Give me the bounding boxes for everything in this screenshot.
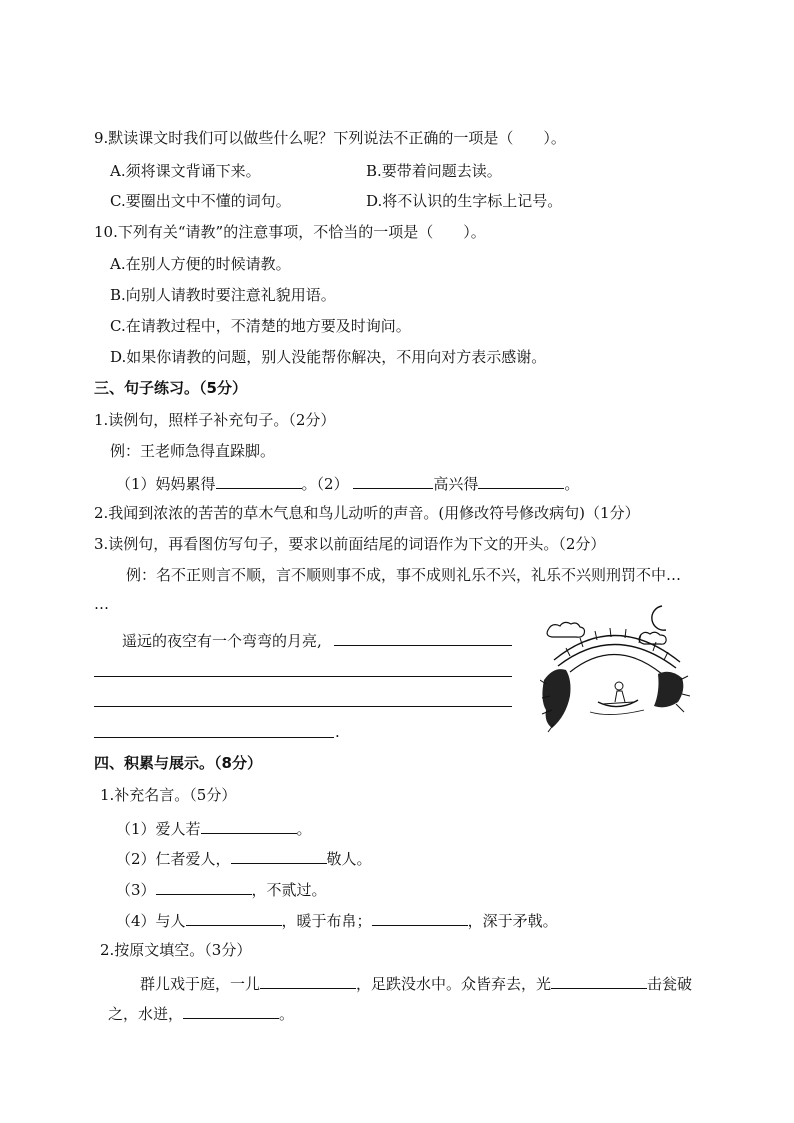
s4-q1-item4-blank-b[interactable] xyxy=(372,909,468,926)
s4-q2-blank-1[interactable] xyxy=(260,972,356,989)
s4-q1-stem: 1.补充名言。（5分） xyxy=(100,786,237,804)
s4-q2-blank-2[interactable] xyxy=(551,972,647,989)
s3-q3-answer-line-3[interactable] xyxy=(94,706,512,707)
s4-q1-item4-blank-a[interactable] xyxy=(186,909,282,926)
section4-title: 四、积累与展示。（8分） xyxy=(94,754,262,772)
illustration-svg xyxy=(540,600,690,740)
s3-q1-item2-middle: 高兴得 xyxy=(433,475,479,493)
q9-option-a[interactable]: A.须将课文背诵下来。 xyxy=(110,162,261,180)
s3-q3-end-mark: . xyxy=(335,723,340,741)
q10-stem: 10.下列有关“请教”的注意事项，不恰当的一项是（ ）。 xyxy=(94,223,486,241)
s3-q3-answer-line-2[interactable] xyxy=(94,676,512,677)
s3-q3-answer-line-4[interactable] xyxy=(94,737,334,738)
s3-q1-item1-prefix: （1）妈妈累得 xyxy=(116,475,216,493)
s4-q1-item3-prefix: （3） xyxy=(116,881,156,899)
s4-q1-item4-prefix: （4）与人 xyxy=(116,912,186,930)
section3-title: 三、句子练习。（5分） xyxy=(94,379,247,397)
s4-q1-item1-blank[interactable] xyxy=(201,817,297,834)
s3-q3-answer-line-1[interactable] xyxy=(334,645,512,646)
s4-q1-item4 xyxy=(116,909,558,931)
s4-q1-item3 xyxy=(116,878,327,900)
cloud-icon xyxy=(547,622,584,637)
s4-q1-item4-suffix: ，深于矛戟。 xyxy=(467,912,558,930)
person-icon xyxy=(615,682,623,690)
s3-q1-stem: 1.读例句，照样子补充句子。（2分） xyxy=(94,411,336,429)
s3-q1-item2-suffix: 。 xyxy=(564,475,580,493)
s4-q2-line2-suffix: 。 xyxy=(279,1005,295,1023)
s3-q3-stem: 3.读例句，再看图仿写句子，要求以前面结尾的词语作为下文的开头。（2分） xyxy=(94,535,606,553)
moon-bridge-boat-illustration xyxy=(540,600,690,740)
q9-option-d[interactable]: D.将不认识的生字标上记号。 xyxy=(366,192,563,210)
s4-q1-item4-middle: ，暖于布帛； xyxy=(281,912,372,930)
s4-q1-item3-blank[interactable] xyxy=(156,878,252,895)
s3-q1-example: 例：王老师急得直跺脚。 xyxy=(110,442,276,460)
grass-icon xyxy=(542,669,570,728)
s4-q2-line1-middle: ，足跌没水中。众皆弃去，光 xyxy=(356,975,552,993)
moon-icon xyxy=(652,606,666,630)
s3-q1-item2-blank-a[interactable] xyxy=(353,472,433,489)
q10-option-c[interactable]: C.在请教过程中，不清楚的地方要及时询问。 xyxy=(110,317,411,335)
s3-q1-items xyxy=(116,472,579,494)
s4-q2-blank-3[interactable] xyxy=(183,1002,279,1019)
s3-q3-example-line1: 例：名不正则言不顺，言不顺则事不成，事不成则礼乐不兴，礼乐不兴则刑罚不中… xyxy=(126,566,682,584)
s4-q2-line2 xyxy=(108,1002,294,1024)
q10-option-a[interactable]: A.在别人方便的时候请教。 xyxy=(110,255,291,273)
s4-q1-item2-prefix: （2）仁者爱人， xyxy=(116,850,231,868)
s4-q2-line2-prefix: 之，水迸， xyxy=(108,1005,184,1023)
s4-q2-line1-prefix: 群儿戏于庭，一儿 xyxy=(140,975,261,993)
grass-icon xyxy=(654,672,683,708)
s4-q1-item1-prefix: （1）爱人若 xyxy=(116,820,201,838)
s4-q2-stem: 2.按原文填空。（3分） xyxy=(100,941,252,959)
s3-q1-item1-blank[interactable] xyxy=(216,472,302,489)
q10-option-b[interactable]: B.向别人请教时要注意礼貌用语。 xyxy=(110,286,336,304)
q9-stem: 9.默读课文时我们可以做些什么呢？下列说法不正确的一项是（ ）。 xyxy=(94,129,566,147)
s3-q2-stem: 2.我闻到浓浓的苦苦的草木气息和鸟儿动听的声音。(用修改符号修改病句)（1分） xyxy=(94,504,640,522)
s4-q1-item2 xyxy=(116,847,372,869)
s4-q2-line1 xyxy=(140,972,692,994)
s4-q1-item1 xyxy=(116,817,312,839)
s4-q1-item2-blank[interactable] xyxy=(231,847,327,864)
cloud-icon xyxy=(639,632,666,644)
s4-q1-item1-suffix: 。 xyxy=(296,820,312,838)
q9-option-c[interactable]: C.要圈出文中不懂的词句。 xyxy=(110,192,291,210)
s3-q1-item2-blank-b[interactable] xyxy=(478,472,564,489)
s4-q2-line1-suffix: 击瓮破 xyxy=(647,975,693,993)
s3-q3-example-line2: … xyxy=(94,595,109,613)
s3-q1-item1-suffix: 。（2） xyxy=(301,475,349,493)
s3-q3-prompt: 遥远的夜空有一个弯弯的月亮, xyxy=(122,632,322,650)
q10-option-d[interactable]: D.如果你请教的问题，别人没能帮你解决，不用向对方表示感谢。 xyxy=(110,348,547,366)
s4-q1-item3-suffix: ，不贰过。 xyxy=(251,881,327,899)
q9-option-b[interactable]: B.要带着问题去读。 xyxy=(366,162,502,180)
s4-q1-item2-suffix: 敬人。 xyxy=(326,850,372,868)
